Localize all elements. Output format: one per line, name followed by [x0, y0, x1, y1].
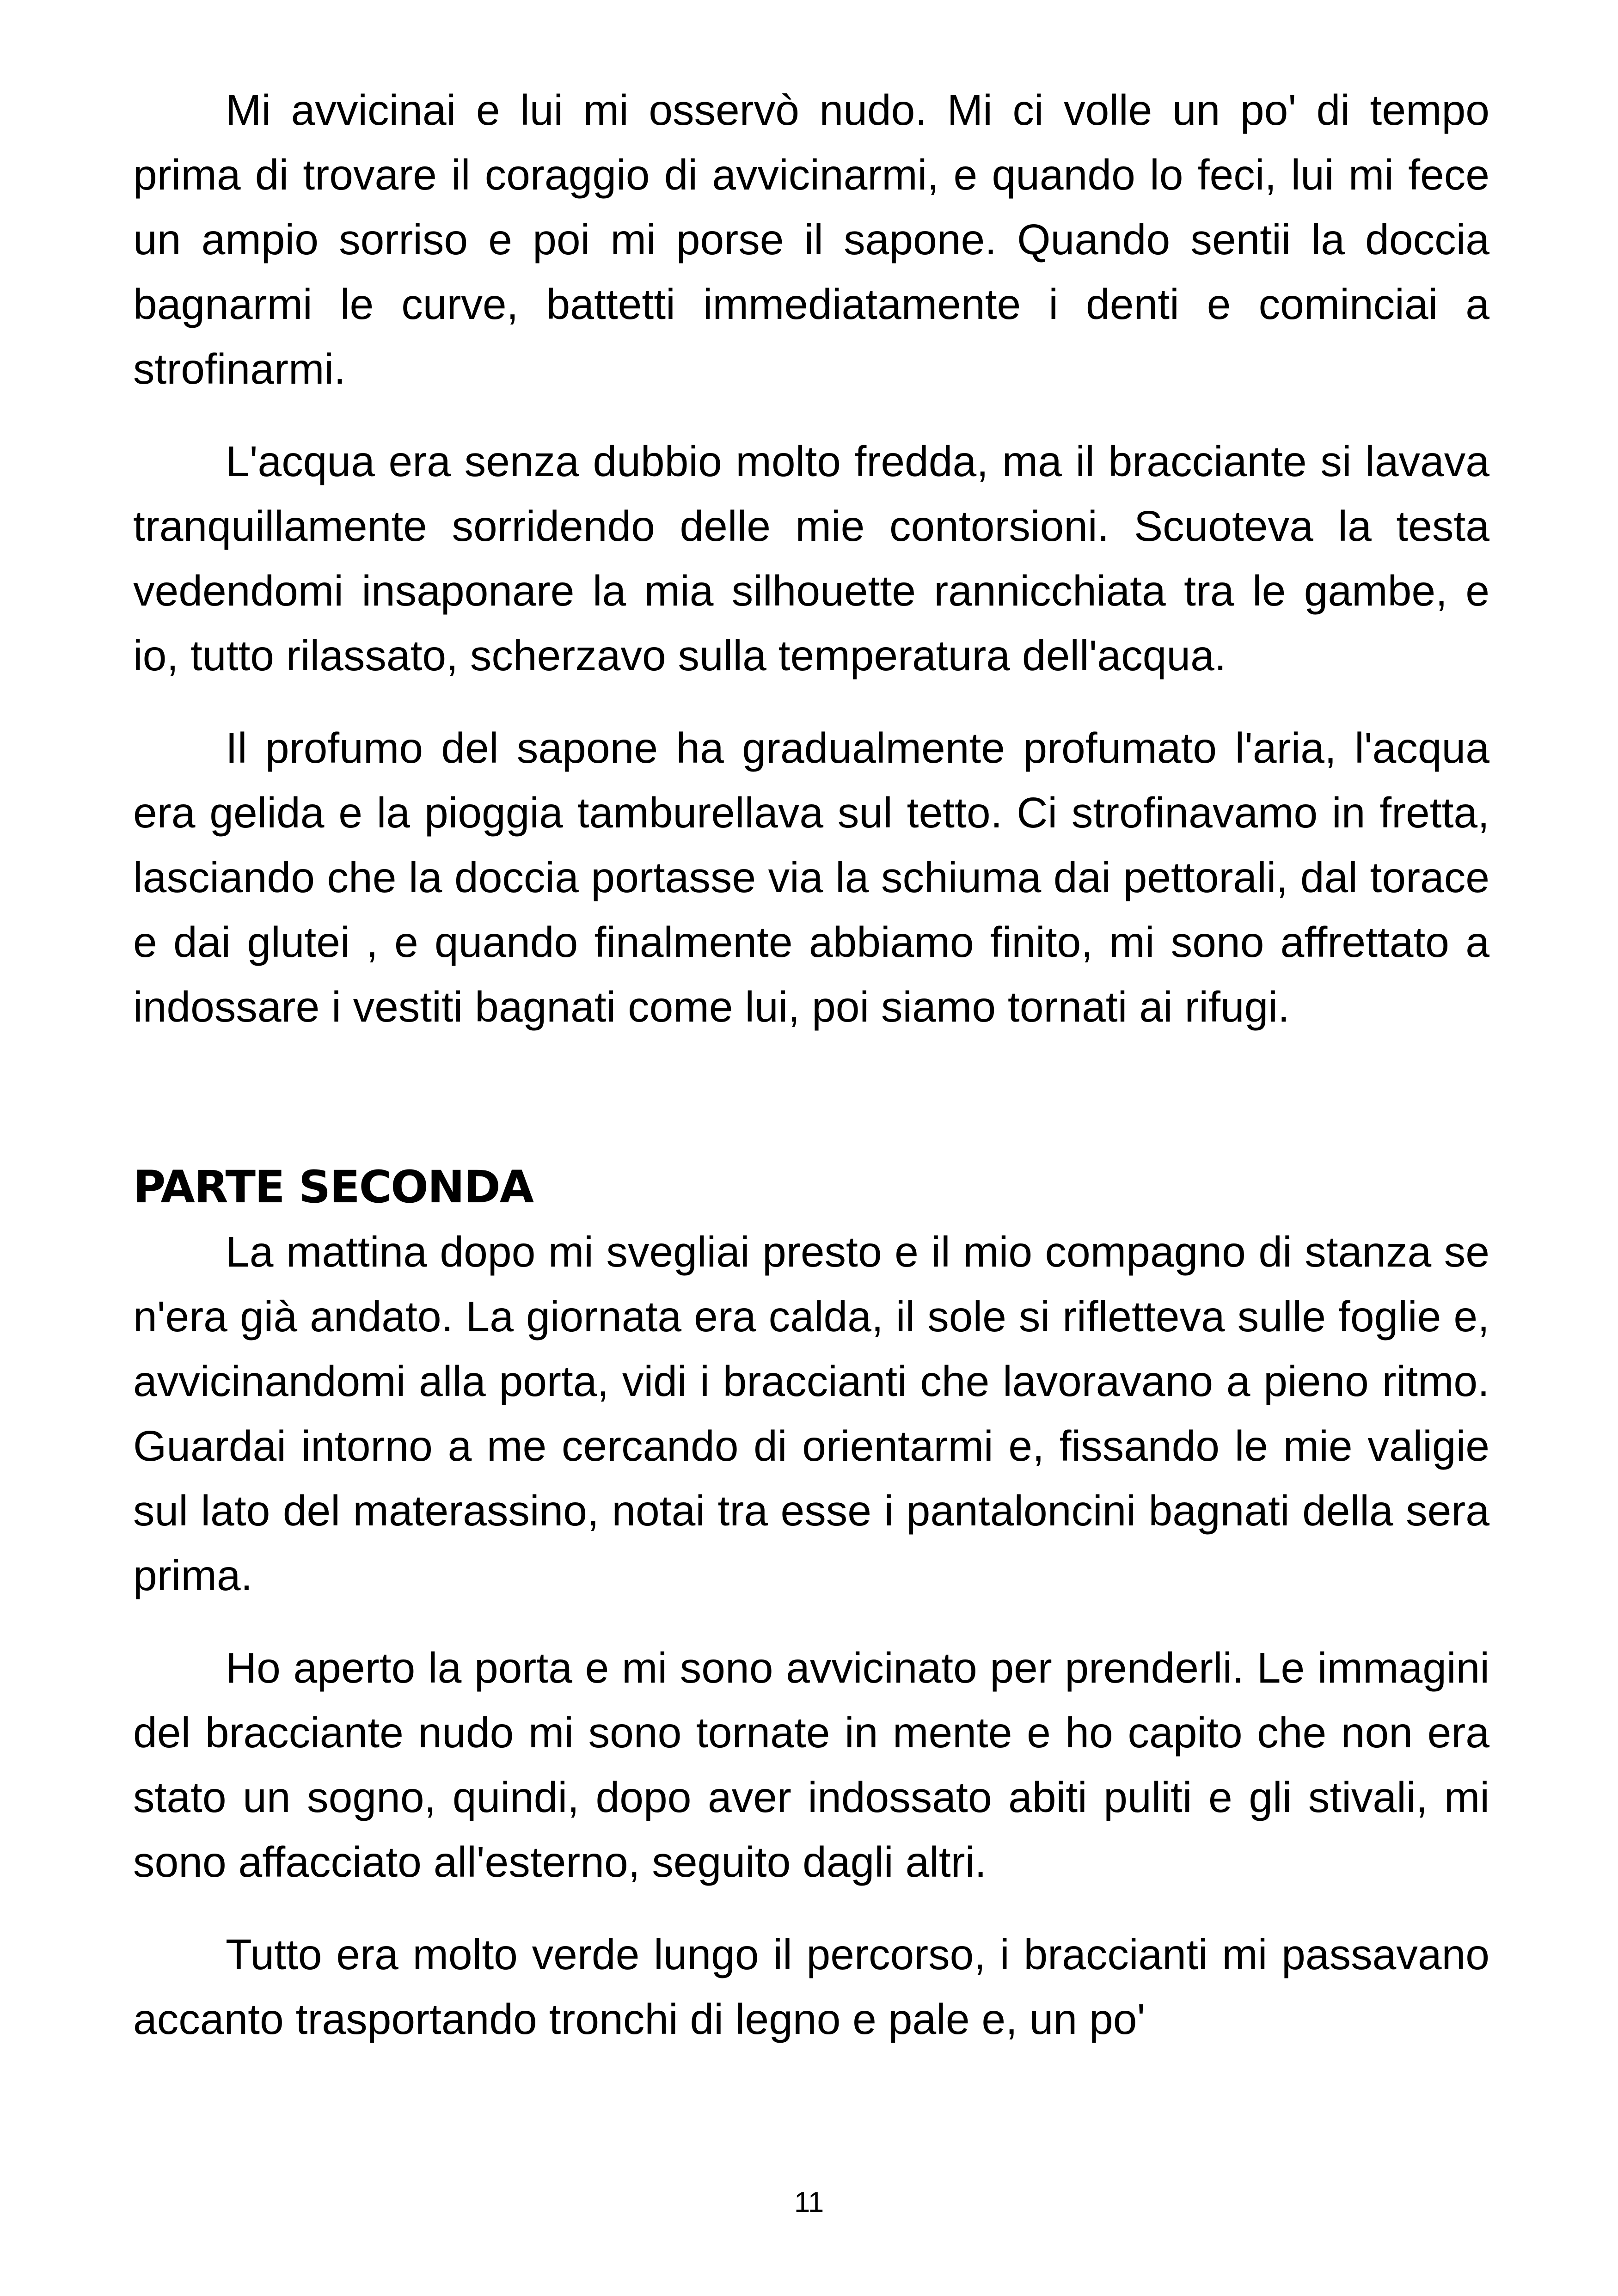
paragraph-6: Tutto era molto verde lungo il percorso, i braccianti mi passavano accanto trasportando tronchi di legno e pale e, un po' [133, 1930, 1489, 2043]
paragraph-2: L'acqua era senza dubbio molto fredda, ma il bracciante si lavava tranquillamente sorridendo delle mie contorsioni. Scuoteva la testa vedendomi insaponare la mia silhouette rannicchiata tra le gambe, e io, tutto rilassato, scherzavo sulla temperatura dell'acqua. [133, 437, 1489, 680]
paragraph-4: La mattina dopo mi svegliai presto e il mio compagno di stanza se n'era già andato. La giornata era calda, il sole si rifletteva sulle foglie e, avvicinandomi alla porta, vidi i braccianti che lavoravano a pieno ritmo. Guardai intorno a me cercando di orientarmi e, fissando le mie valigie sul lato del materassino, notai tra esse i pantaloncini bagnati della sera prima. [133, 1228, 1489, 1599]
section-heading: PARTE SECONDA [133, 1161, 533, 1213]
paragraph-1: Mi avvicinai e lui mi osservò nudo. Mi ci volle un po' di tempo prima di trovare il coraggio di avvicinarmi, e quando lo feci, lui mi fece un ampio sorriso e poi mi porse il sapone. Quando sentii la doccia bagnarmi le curve, battetti immediatamente i denti e cominciai a strofinarmi. [133, 86, 1489, 393]
page-body [133, 78, 1489, 2079]
paragraph-3: Il profumo del sapone ha gradualmente profumato l'aria, l'acqua era gelida e la pioggia tamburellava sul tetto. Ci strofinavamo in fretta, lasciando che la doccia portasse via la schiuma dai pettorali, dal torace e dai glutei , e quando finalmente abbiamo finito, mi sono affrettato a indossare i vestiti bagnati come lui, poi siamo tornati ai rifugi. [133, 724, 1489, 1031]
paragraph-5: Ho aperto la porta e mi sono avvicinato per prenderli. Le immagini del bracciante nudo mi sono tornate in mente e ho capito che non era stato un sogno, quindi, dopo aver indossato abiti puliti e gli stivali, mi sono affacciato all'esterno, seguito dagli altri. [133, 1644, 1489, 1886]
page-number: 11 [794, 2186, 824, 2218]
